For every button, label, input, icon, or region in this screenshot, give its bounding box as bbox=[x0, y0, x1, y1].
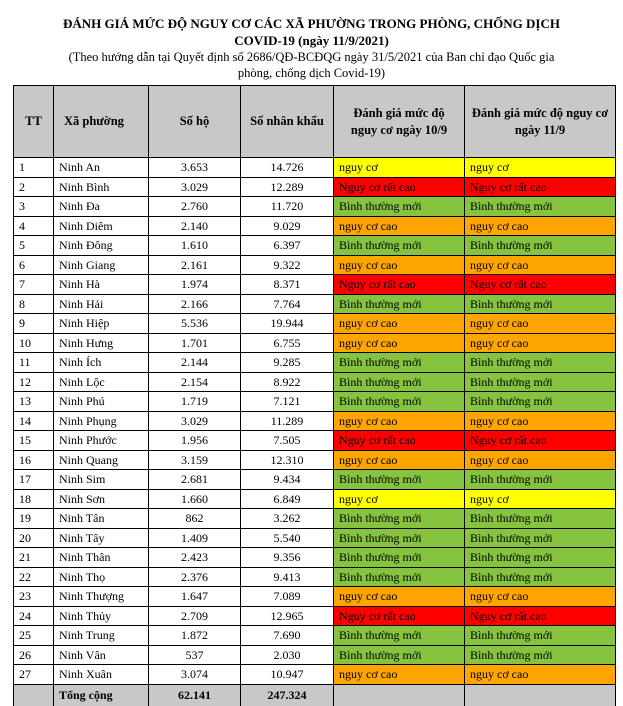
row-risk-11-9: Bình thường mới bbox=[465, 509, 616, 529]
total-households: 62.141 bbox=[149, 684, 241, 706]
row-tt: 11 bbox=[14, 353, 54, 373]
row-risk-10-9: Bình thường mới bbox=[334, 392, 465, 412]
table-row bbox=[14, 626, 616, 646]
row-risk-10-9: Nguy cơ rất cao bbox=[334, 431, 465, 451]
total-tt-cell bbox=[14, 684, 54, 706]
row-risk-10-9: Nguy cơ rất cao bbox=[334, 177, 465, 197]
row-tt: 17 bbox=[14, 470, 54, 490]
row-risk-11-9: nguy cơ bbox=[465, 489, 616, 509]
row-risk-10-9: nguy cơ cao bbox=[334, 587, 465, 607]
row-population: 11.720 bbox=[241, 197, 334, 217]
row-tt: 16 bbox=[14, 450, 54, 470]
row-name: Ninh Thượng bbox=[54, 587, 149, 607]
table-footer bbox=[14, 684, 616, 706]
column-header-risk-10-9: Đánh giá mức độ nguy cơ ngày 10/9 bbox=[334, 86, 465, 158]
row-population: 5.540 bbox=[241, 528, 334, 548]
total-risk-10-9-cell bbox=[334, 684, 465, 706]
row-risk-11-9: Bình thường mới bbox=[465, 353, 616, 373]
row-risk-10-9: Bình thường mới bbox=[334, 294, 465, 314]
document-title-line-1: ĐÁNH GIÁ MỨC ĐỘ NGUY CƠ CÁC XÃ PHƯỜNG TRONG PHÒNG, CHỐNG DỊCH bbox=[63, 16, 560, 31]
row-households: 1.719 bbox=[149, 392, 241, 412]
row-households: 5.536 bbox=[149, 314, 241, 334]
row-risk-11-9: Bình thường mới bbox=[465, 236, 616, 256]
table-row bbox=[14, 645, 616, 665]
row-risk-10-9: Bình thường mới bbox=[334, 548, 465, 568]
row-tt: 27 bbox=[14, 665, 54, 685]
row-households: 1.974 bbox=[149, 275, 241, 295]
table-row bbox=[14, 353, 616, 373]
row-population: 9.434 bbox=[241, 470, 334, 490]
row-name: Ninh Tây bbox=[54, 528, 149, 548]
row-name: Ninh Vân bbox=[54, 645, 149, 665]
row-name: Ninh Diêm bbox=[54, 216, 149, 236]
row-risk-11-9: Bình thường mới bbox=[465, 197, 616, 217]
row-risk-11-9: nguy cơ cao bbox=[465, 450, 616, 470]
row-risk-10-9: nguy cơ cao bbox=[334, 216, 465, 236]
row-tt: 4 bbox=[14, 216, 54, 236]
row-risk-10-9: Bình thường mới bbox=[334, 353, 465, 373]
row-population: 12.965 bbox=[241, 606, 334, 626]
row-risk-10-9: Bình thường mới bbox=[334, 567, 465, 587]
table-row bbox=[14, 470, 616, 490]
row-population: 6.397 bbox=[241, 236, 334, 256]
row-name: Ninh Thân bbox=[54, 548, 149, 568]
row-households: 3.653 bbox=[149, 158, 241, 178]
row-households: 3.159 bbox=[149, 450, 241, 470]
row-households: 3.074 bbox=[149, 665, 241, 685]
row-households: 2.154 bbox=[149, 372, 241, 392]
row-tt: 3 bbox=[14, 197, 54, 217]
row-risk-10-9: Bình thường mới bbox=[334, 470, 465, 490]
table-row bbox=[14, 587, 616, 607]
row-households: 2.140 bbox=[149, 216, 241, 236]
row-households: 1.701 bbox=[149, 333, 241, 353]
table-row bbox=[14, 450, 616, 470]
row-households: 2.166 bbox=[149, 294, 241, 314]
row-tt: 5 bbox=[14, 236, 54, 256]
row-households: 1.409 bbox=[149, 528, 241, 548]
total-population: 247.324 bbox=[241, 684, 334, 706]
row-risk-10-9: Nguy cơ rất cao bbox=[334, 275, 465, 295]
row-name: Ninh An bbox=[54, 158, 149, 178]
table-row bbox=[14, 509, 616, 529]
row-tt: 14 bbox=[14, 411, 54, 431]
table-row bbox=[14, 333, 616, 353]
row-households: 3.029 bbox=[149, 177, 241, 197]
row-population: 8.371 bbox=[241, 275, 334, 295]
row-tt: 22 bbox=[14, 567, 54, 587]
row-name: Ninh Phú bbox=[54, 392, 149, 412]
row-risk-10-9: Bình thường mới bbox=[334, 509, 465, 529]
row-risk-11-9: Bình thường mới bbox=[465, 392, 616, 412]
row-households: 1.956 bbox=[149, 431, 241, 451]
row-tt: 9 bbox=[14, 314, 54, 334]
row-tt: 7 bbox=[14, 275, 54, 295]
table-row bbox=[14, 606, 616, 626]
row-population: 9.322 bbox=[241, 255, 334, 275]
row-population: 9.029 bbox=[241, 216, 334, 236]
row-risk-10-9: Bình thường mới bbox=[334, 372, 465, 392]
row-tt: 20 bbox=[14, 528, 54, 548]
row-risk-11-9: Nguy cơ rất cao bbox=[465, 606, 616, 626]
row-tt: 1 bbox=[14, 158, 54, 178]
table-row bbox=[14, 294, 616, 314]
column-header-name: Xã phường bbox=[54, 86, 149, 158]
row-households: 2.709 bbox=[149, 606, 241, 626]
row-risk-11-9: Bình thường mới bbox=[465, 470, 616, 490]
row-risk-10-9: nguy cơ cao bbox=[334, 255, 465, 275]
row-population: 12.289 bbox=[241, 177, 334, 197]
table-row bbox=[14, 392, 616, 412]
table-row bbox=[14, 177, 616, 197]
row-households: 3.029 bbox=[149, 411, 241, 431]
row-risk-11-9: Nguy cơ rất cao bbox=[465, 275, 616, 295]
total-row bbox=[14, 684, 616, 706]
row-risk-10-9: nguy cơ cao bbox=[334, 314, 465, 334]
row-tt: 2 bbox=[14, 177, 54, 197]
table-row bbox=[14, 528, 616, 548]
row-risk-11-9: Bình thường mới bbox=[465, 626, 616, 646]
row-name: Ninh Sơn bbox=[54, 489, 149, 509]
row-households: 1.872 bbox=[149, 626, 241, 646]
row-risk-11-9: Bình thường mới bbox=[465, 567, 616, 587]
row-risk-11-9: nguy cơ cao bbox=[465, 216, 616, 236]
row-tt: 6 bbox=[14, 255, 54, 275]
row-tt: 8 bbox=[14, 294, 54, 314]
row-name: Ninh Trung bbox=[54, 626, 149, 646]
row-tt: 23 bbox=[14, 587, 54, 607]
row-households: 2.681 bbox=[149, 470, 241, 490]
row-risk-11-9: nguy cơ cao bbox=[465, 665, 616, 685]
row-risk-10-9: Nguy cơ rất cao bbox=[334, 606, 465, 626]
row-households: 2.760 bbox=[149, 197, 241, 217]
row-risk-11-9: Bình thường mới bbox=[465, 528, 616, 548]
row-population: 6.755 bbox=[241, 333, 334, 353]
row-risk-10-9: nguy cơ cao bbox=[334, 450, 465, 470]
row-risk-11-9: nguy cơ cao bbox=[465, 411, 616, 431]
row-name: Ninh Bình bbox=[54, 177, 149, 197]
row-risk-10-9: Bình thường mới bbox=[334, 626, 465, 646]
document-title-line-2: COVID-19 (ngày 11/9/2021) bbox=[234, 33, 389, 48]
row-risk-11-9: nguy cơ cao bbox=[465, 587, 616, 607]
row-risk-11-9: Bình thường mới bbox=[465, 372, 616, 392]
row-risk-10-9: Bình thường mới bbox=[334, 236, 465, 256]
row-name: Ninh Tân bbox=[54, 509, 149, 529]
row-tt: 13 bbox=[14, 392, 54, 412]
row-population: 8.922 bbox=[241, 372, 334, 392]
row-population: 14.726 bbox=[241, 158, 334, 178]
column-header-population: Số nhân khẩu bbox=[241, 86, 334, 158]
row-households: 1.647 bbox=[149, 587, 241, 607]
table-row bbox=[14, 197, 616, 217]
table-row bbox=[14, 431, 616, 451]
row-population: 2.030 bbox=[241, 645, 334, 665]
row-households: 2.144 bbox=[149, 353, 241, 373]
row-tt: 25 bbox=[14, 626, 54, 646]
row-population: 7.764 bbox=[241, 294, 334, 314]
table-header bbox=[14, 86, 616, 158]
row-name: Ninh Phước bbox=[54, 431, 149, 451]
column-header-households: Số hộ bbox=[149, 86, 241, 158]
row-tt: 26 bbox=[14, 645, 54, 665]
document-subtitle-line-2: phòng, chống dịch Covid-19) bbox=[237, 66, 386, 80]
row-name: Ninh Quang bbox=[54, 450, 149, 470]
row-households: 862 bbox=[149, 509, 241, 529]
row-tt: 24 bbox=[14, 606, 54, 626]
table-row bbox=[14, 255, 616, 275]
document-header bbox=[4, 15, 619, 81]
row-population: 6.849 bbox=[241, 489, 334, 509]
row-name: Ninh Đông bbox=[54, 236, 149, 256]
row-population: 9.413 bbox=[241, 567, 334, 587]
table-body bbox=[14, 158, 616, 685]
row-name: Ninh Sim bbox=[54, 470, 149, 490]
row-name: Ninh Phụng bbox=[54, 411, 149, 431]
row-risk-11-9: nguy cơ cao bbox=[465, 255, 616, 275]
row-households: 1.610 bbox=[149, 236, 241, 256]
row-name: Ninh Hải bbox=[54, 294, 149, 314]
row-risk-11-9: nguy cơ bbox=[465, 158, 616, 178]
row-tt: 15 bbox=[14, 431, 54, 451]
column-header-tt: TT bbox=[14, 86, 54, 158]
row-population: 19.944 bbox=[241, 314, 334, 334]
row-population: 11.289 bbox=[241, 411, 334, 431]
row-name: Ninh Ích bbox=[54, 353, 149, 373]
risk-assessment-table bbox=[13, 85, 616, 706]
row-name: Ninh Xuân bbox=[54, 665, 149, 685]
row-risk-11-9: nguy cơ cao bbox=[465, 314, 616, 334]
row-name: Ninh Hiệp bbox=[54, 314, 149, 334]
table-row bbox=[14, 216, 616, 236]
row-tt: 10 bbox=[14, 333, 54, 353]
column-header-risk-11-9: Đánh giá mức độ nguy cơ ngày 11/9 bbox=[465, 86, 616, 158]
row-risk-10-9: nguy cơ bbox=[334, 489, 465, 509]
row-risk-11-9: Nguy cơ rất cao bbox=[465, 177, 616, 197]
row-tt: 19 bbox=[14, 509, 54, 529]
row-population: 7.690 bbox=[241, 626, 334, 646]
row-households: 537 bbox=[149, 645, 241, 665]
row-risk-11-9: nguy cơ cao bbox=[465, 333, 616, 353]
row-risk-10-9: nguy cơ cao bbox=[334, 665, 465, 685]
row-risk-10-9: nguy cơ cao bbox=[334, 411, 465, 431]
row-population: 9.285 bbox=[241, 353, 334, 373]
row-population: 7.121 bbox=[241, 392, 334, 412]
total-risk-11-9-cell bbox=[465, 684, 616, 706]
row-name: Ninh Giang bbox=[54, 255, 149, 275]
row-population: 7.089 bbox=[241, 587, 334, 607]
table-row bbox=[14, 548, 616, 568]
row-households: 2.423 bbox=[149, 548, 241, 568]
row-tt: 12 bbox=[14, 372, 54, 392]
row-risk-11-9: Bình thường mới bbox=[465, 548, 616, 568]
table-row bbox=[14, 411, 616, 431]
row-tt: 18 bbox=[14, 489, 54, 509]
document-subtitle-line-1: (Theo hướng dẫn tại Quyết định số 2686/QĐ-BCĐQG ngày 31/5/2021 của Ban chỉ đạo Quốc gia bbox=[68, 50, 555, 64]
row-risk-10-9: Bình thường mới bbox=[334, 645, 465, 665]
row-risk-11-9: Bình thường mới bbox=[465, 294, 616, 314]
row-risk-11-9: Nguy cơ rất cao bbox=[465, 431, 616, 451]
table-header-row bbox=[14, 86, 616, 158]
row-risk-10-9: nguy cơ cao bbox=[334, 333, 465, 353]
row-households: 2.161 bbox=[149, 255, 241, 275]
row-name: Ninh Hưng bbox=[54, 333, 149, 353]
row-name: Ninh Đa bbox=[54, 197, 149, 217]
row-risk-10-9: Bình thường mới bbox=[334, 197, 465, 217]
row-name: Ninh Thủy bbox=[54, 606, 149, 626]
row-tt: 21 bbox=[14, 548, 54, 568]
row-risk-11-9: Bình thường mới bbox=[465, 645, 616, 665]
table-row bbox=[14, 665, 616, 685]
table-row bbox=[14, 236, 616, 256]
row-name: Ninh Hà bbox=[54, 275, 149, 295]
table-row bbox=[14, 372, 616, 392]
row-households: 2.376 bbox=[149, 567, 241, 587]
row-population: 9.356 bbox=[241, 548, 334, 568]
table-row bbox=[14, 275, 616, 295]
row-name: Ninh Lộc bbox=[54, 372, 149, 392]
row-households: 1.660 bbox=[149, 489, 241, 509]
row-population: 10.947 bbox=[241, 665, 334, 685]
row-population: 12.310 bbox=[241, 450, 334, 470]
table-row bbox=[14, 489, 616, 509]
row-population: 7.505 bbox=[241, 431, 334, 451]
row-risk-10-9: nguy cơ bbox=[334, 158, 465, 178]
row-name: Ninh Thọ bbox=[54, 567, 149, 587]
table-row bbox=[14, 158, 616, 178]
table-row bbox=[14, 567, 616, 587]
row-risk-10-9: Bình thường mới bbox=[334, 528, 465, 548]
row-population: 3.262 bbox=[241, 509, 334, 529]
table-row bbox=[14, 314, 616, 334]
total-label: Tổng cộng bbox=[54, 684, 149, 706]
